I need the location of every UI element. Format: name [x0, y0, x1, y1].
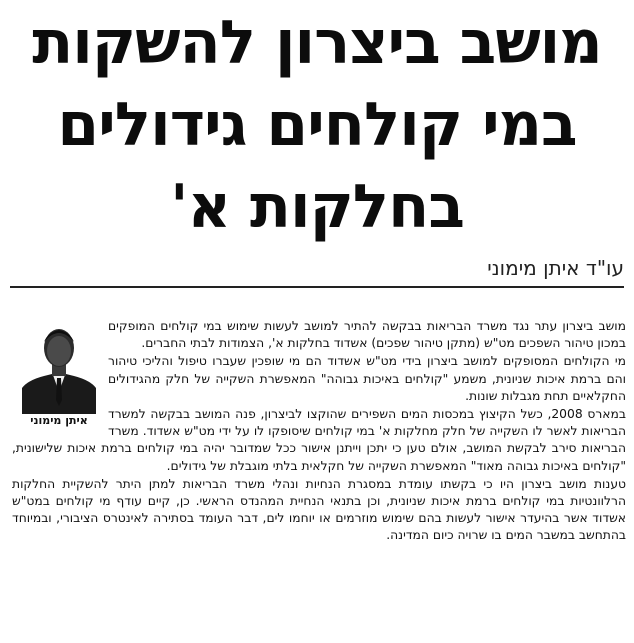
article-body — [12, 318, 626, 640]
headline — [20, 2, 614, 248]
body-paragraph: טענות מושב ביצרון היו כי בקשתו עומדת במסגרת הנחיות ונהלי משרד הבריאות למתן היתר להשקיית החלקות הרלוונטיות במי קולחים ברמת איכות שניונית, וכן בתנאי הנחיית המהנדס הראשי. כן, קיים עודף מי קולחים במט"ש אשדוד אשר בהיעדר אישור לעשות בהם שימוש מוזרמים או יוחמו לים, דבר העומד בסתירה לאינטרס הציבורי, ובמיוחד בהתחשב במשבר המים בו שרויה כיום המדינה. — [12, 476, 626, 543]
photo-caption: איתן מימוני — [30, 414, 88, 427]
headline-line-1: מושב ביצרון להשקות — [32, 8, 602, 78]
headline-line-3: בחלקות א' — [170, 172, 464, 242]
headline-line-2: במי קולחים גידולים — [57, 90, 577, 160]
body-paragraph: במארס 2008, כשל הקיצוץ במכסות המים השפירים שהוקצו לביצרון, פנה המושב בבקשה למשרד הבריאות לאשר לו השקייה של חלק מחלקות א' במי קולחים שיסופקו לו על ידי מט"ש אשדוד. משרד הבריאות סירב לבקשת המושב, אולם טען כי יתכן וייתנן אישור ככל שמדובר יהיה במי קולחים ברמת איכות שלישונית, "קולחים באיכות גבוהה מאוד" המאפשרת השקייה של חקלאית בלתי מוגבלת של גידולים. — [12, 407, 626, 473]
byline: עו"ד איתן מימוני — [10, 250, 624, 288]
body-paragraph: מושב ביצרון עתר נגד משרד הבריאות בבקשה להתיר למושב לעשות שימוש במי קולחים המופקים במכון טיהור השפכים מט"ש (מתקן טיהור שפכים) אשדוד בחלקות א', הצמודות לבתי החברים. — [108, 319, 626, 351]
body-paragraph: מי הקולחים המסופקים למושב ביצרון בידי מט"ש אשדוד הם מי שופכין שעברו טיפול והליכי טיהור והם ברמת איכות שניונית, משמע "קולחים באיכות גבוהה" המאפשרת השקייה של חלק מהגידולים החקלאיים תחת מגבלות שונות. — [108, 354, 626, 403]
photo-spacer — [12, 318, 108, 433]
